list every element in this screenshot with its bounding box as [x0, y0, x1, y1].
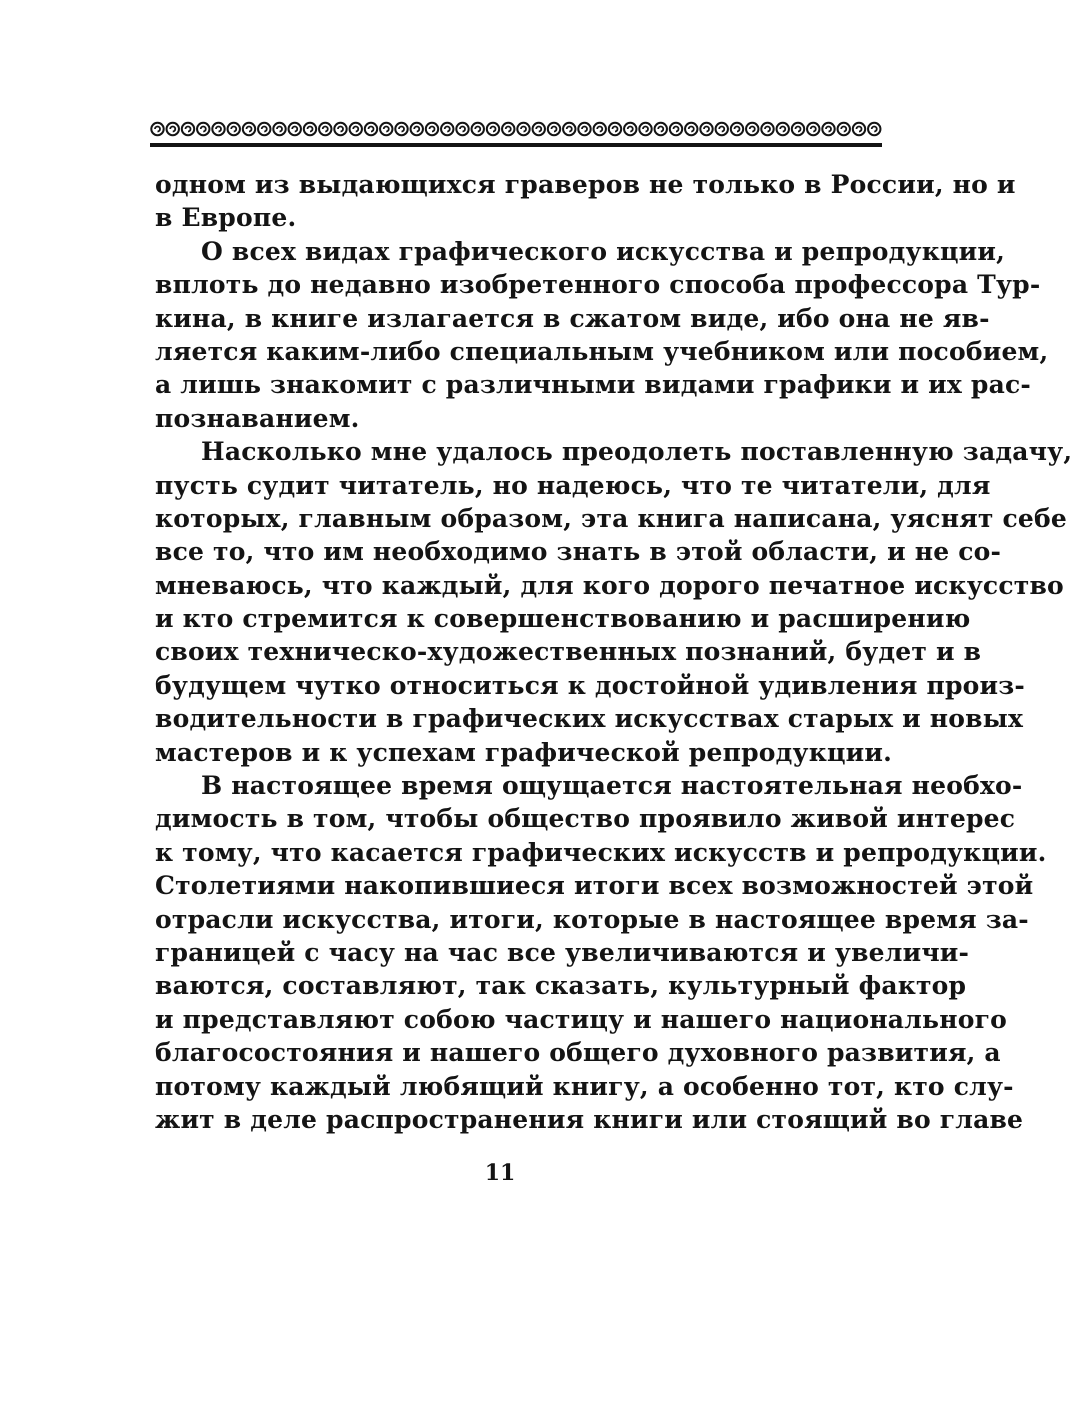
text-line: ляется каким-либо специальным учебником или пособием,: [155, 336, 1049, 366]
text-line: благосостояния и нашего общего духовного развития, а: [155, 1038, 1001, 1068]
page-number: 11: [484, 1160, 516, 1186]
paragraph: [155, 769, 1047, 1136]
text-line: В настоящее время ощущается настоятельная необхо-: [201, 771, 1023, 801]
text-line: в Европе.: [155, 203, 297, 233]
header-rule: [150, 143, 882, 147]
text-line: пусть судит читатель, но надеюсь, что те читатели, для: [155, 470, 991, 500]
text-line: жит в деле распространения книги или стоящий во главе: [155, 1104, 1024, 1134]
text-line: Насколько мне удалось преодолеть поставленную задачу,: [201, 437, 1072, 467]
text-line: будущем чутко относиться к достойной удивления произ-: [155, 670, 1025, 700]
paragraph: [155, 235, 1049, 435]
text-line: водительности в графических искусствах старых и новых: [155, 704, 1024, 734]
paragraph: [155, 168, 1016, 235]
text-line: все то, что им необходимо знать в этой области, и не со-: [155, 537, 1002, 567]
text-line: мневаюсь, что каждый, для кого дорого печатное искусство: [155, 570, 1064, 600]
text-line: к тому, что касается графических искусств и репродукции.: [155, 837, 1047, 867]
text-line: мастеров и к успехам графической репродукции.: [155, 737, 893, 767]
text-line: своих техническо-художественных познаний, будет и в: [155, 637, 982, 667]
text-line: познаванием.: [155, 403, 360, 433]
text-line: и кто стремится к совершенствованию и расширению: [155, 604, 971, 634]
text-line: кина, в книге излагается в сжатом виде, ибо она не яв-: [155, 303, 990, 333]
text-line: и представляют собою частицу и нашего национального: [155, 1004, 1007, 1034]
text-line: границей с часу на час все увеличиваются и увеличи-: [155, 937, 970, 967]
text-line: а лишь знакомит с различными видами графики и их рас-: [155, 370, 1031, 400]
text-line: отрасли искусства, итоги, которые в настоящее время за-: [155, 904, 1029, 934]
ornament-border-icon: [150, 121, 882, 137]
text-line: потому каждый любящий книгу, а особенно тот, кто слу-: [155, 1071, 1014, 1101]
text-line: одном из выдающихся граверов не только в России, но и: [155, 170, 1016, 199]
text-line: которых, главным образом, эта книга написана, уяснят себе: [155, 503, 1067, 533]
text-line: димость в том, чтобы общество проявило живой интерес: [155, 804, 1016, 834]
paragraph: [155, 435, 1072, 769]
text-line: Столетиями накопившиеся итоги всех возможностей этой: [155, 871, 1034, 901]
text-line: вплоть до недавно изобретенного способа профессора Тур-: [155, 270, 1041, 300]
text-line: О всех видах графического искусства и репродукции,: [201, 236, 1006, 266]
text-line: ваются, составляют, так сказать, культурный фактор: [155, 971, 967, 1001]
body-text: [155, 168, 1072, 1136]
